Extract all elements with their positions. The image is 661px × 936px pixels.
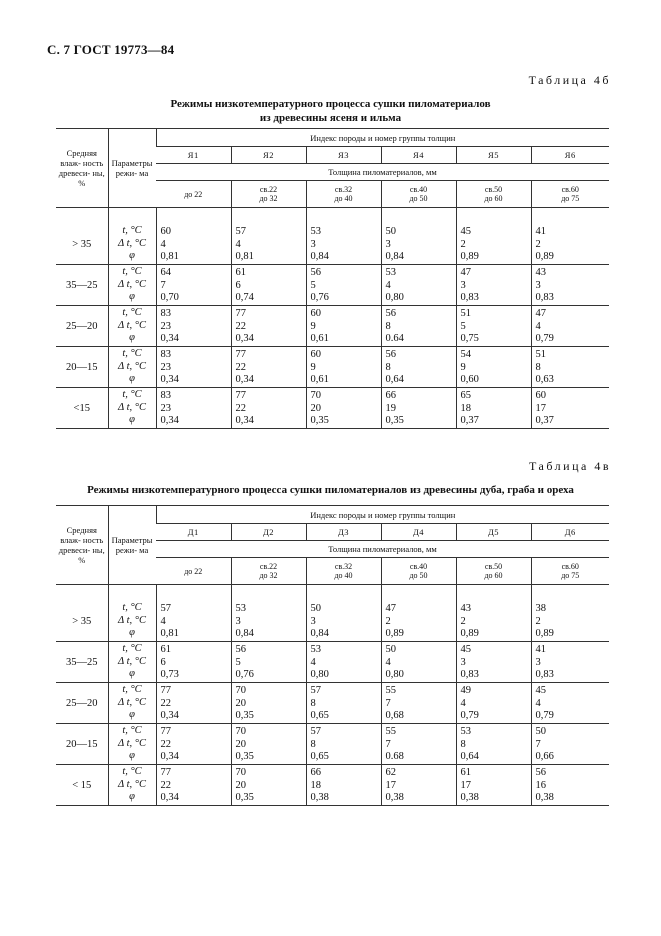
spacer-cell bbox=[381, 208, 456, 225]
value-cell: 49 4 0,79 bbox=[456, 683, 531, 724]
value-cell: 60 17 0,37 bbox=[531, 388, 609, 429]
thickness-range: св.60 до 75 bbox=[531, 181, 609, 208]
moisture-header: Средняя влаж- ность древеси- ны, % bbox=[56, 506, 108, 585]
species-header: Д5 bbox=[456, 524, 531, 541]
moisture-cell: 25—20 bbox=[56, 683, 108, 724]
spacer-cell bbox=[456, 585, 531, 602]
value-cell: 45 4 0,79 bbox=[531, 683, 609, 724]
value-cell: 61 6 0,73 bbox=[156, 642, 231, 683]
value-cell: 77 22 0,34 bbox=[156, 765, 231, 806]
moisture-cell: 35—25 bbox=[56, 265, 108, 306]
table-title-4v bbox=[40, 483, 621, 497]
moisture-header: Средняя влаж- ность древеси- ны, % bbox=[56, 129, 108, 208]
value-cell: 53 3 0,84 bbox=[231, 601, 306, 642]
spacer-cell bbox=[531, 585, 609, 602]
params-cell: t, °C Δ t, °C φ bbox=[108, 642, 156, 683]
value-cell: 57 4 0,81 bbox=[231, 224, 306, 265]
thickness-range: св.50 до 60 bbox=[456, 558, 531, 585]
thickness-range: св.60 до 75 bbox=[531, 558, 609, 585]
value-cell: 38 2 0,89 bbox=[531, 601, 609, 642]
species-header: Я5 bbox=[456, 147, 531, 164]
moisture-cell: 35—25 bbox=[56, 642, 108, 683]
thickness-header: Толщина пиломатериалов, мм bbox=[156, 541, 609, 558]
spacer-cell bbox=[56, 208, 108, 225]
moisture-cell: 20—15 bbox=[56, 347, 108, 388]
params-header: Параметры режи- ма bbox=[108, 506, 156, 585]
drying-table-4v bbox=[56, 505, 609, 806]
thickness-range: до 22 bbox=[156, 181, 231, 208]
value-cell: 60 9 0,61 bbox=[306, 347, 381, 388]
value-cell: 47 4 0,79 bbox=[531, 306, 609, 347]
table-label-4b: Таблица 4б bbox=[528, 73, 611, 87]
value-cell: 56 5 0,76 bbox=[306, 265, 381, 306]
value-cell: 55 7 0.68 bbox=[381, 724, 456, 765]
value-cell: 53 3 0,84 bbox=[306, 224, 381, 265]
spacer-cell bbox=[381, 585, 456, 602]
value-cell: 56 5 0,76 bbox=[231, 642, 306, 683]
thickness-range: до 22 bbox=[156, 558, 231, 585]
value-cell: 50 3 0,84 bbox=[306, 601, 381, 642]
table-title-line2: из древесины ясеня и ильма bbox=[259, 112, 402, 124]
params-cell: t, °C Δ t, °C φ bbox=[108, 347, 156, 388]
spacer-cell bbox=[156, 585, 231, 602]
table-row bbox=[56, 724, 609, 765]
spacer-cell bbox=[108, 208, 156, 225]
value-cell: 45 2 0,89 bbox=[456, 224, 531, 265]
table-row bbox=[56, 224, 609, 265]
species-header: Я3 bbox=[306, 147, 381, 164]
value-cell: 56 16 0,38 bbox=[531, 765, 609, 806]
value-cell: 57 8 0,65 bbox=[306, 683, 381, 724]
params-cell: t, °C Δ t, °C φ bbox=[108, 724, 156, 765]
thickness-range: св.32 до 40 bbox=[306, 181, 381, 208]
spacer-cell bbox=[231, 585, 306, 602]
table-title-4b bbox=[40, 97, 621, 125]
index-header: Индекс породы и номер группы толщин bbox=[156, 129, 609, 147]
value-cell: 50 3 0,84 bbox=[381, 224, 456, 265]
spacer-cell bbox=[306, 208, 381, 225]
moisture-cell: > 35 bbox=[56, 224, 108, 265]
value-cell: 56 8 0.64 bbox=[381, 306, 456, 347]
value-cell: 83 23 0,34 bbox=[156, 388, 231, 429]
value-cell: 53 8 0,64 bbox=[456, 724, 531, 765]
params-cell: t, °C Δ t, °C φ bbox=[108, 601, 156, 642]
page-header: С. 7 ГОСТ 19773—84 bbox=[47, 42, 175, 57]
value-cell: 57 4 0,81 bbox=[156, 601, 231, 642]
table-row bbox=[56, 306, 609, 347]
value-cell: 66 19 0,35 bbox=[381, 388, 456, 429]
moisture-cell: 20—15 bbox=[56, 724, 108, 765]
spacer-cell bbox=[531, 208, 609, 225]
species-header: Д4 bbox=[381, 524, 456, 541]
value-cell: 70 20 0,35 bbox=[231, 683, 306, 724]
species-header: Я2 bbox=[231, 147, 306, 164]
value-cell: 41 2 0,89 bbox=[531, 224, 609, 265]
value-cell: 60 9 0,61 bbox=[306, 306, 381, 347]
value-cell: 61 17 0,38 bbox=[456, 765, 531, 806]
table-row bbox=[56, 388, 609, 429]
thickness-range: св.22 до 32 bbox=[231, 558, 306, 585]
value-cell: 43 3 0,83 bbox=[531, 265, 609, 306]
params-cell: t, °C Δ t, °C φ bbox=[108, 265, 156, 306]
value-cell: 70 20 0,35 bbox=[231, 765, 306, 806]
value-cell: 60 4 0,81 bbox=[156, 224, 231, 265]
params-cell: t, °C Δ t, °C φ bbox=[108, 224, 156, 265]
table-title-line1: Режимы низкотемпературного процесса сушки пиломатериалов из древесины дуба, граба и ореха bbox=[87, 484, 574, 496]
value-cell: 57 8 0,65 bbox=[306, 724, 381, 765]
params-header: Параметры режи- ма bbox=[108, 129, 156, 208]
value-cell: 83 23 0,34 bbox=[156, 306, 231, 347]
value-cell: 64 7 0,70 bbox=[156, 265, 231, 306]
value-cell: 77 22 0,34 bbox=[156, 683, 231, 724]
value-cell: 77 22 0,34 bbox=[231, 306, 306, 347]
value-cell: 70 20 0,35 bbox=[231, 724, 306, 765]
table-row bbox=[56, 765, 609, 806]
index-header: Индекс породы и номер группы толщин bbox=[156, 506, 609, 524]
value-cell: 53 4 0,80 bbox=[306, 642, 381, 683]
moisture-cell: > 35 bbox=[56, 601, 108, 642]
spacer-cell bbox=[108, 585, 156, 602]
spacer-cell bbox=[456, 208, 531, 225]
value-cell: 66 18 0,38 bbox=[306, 765, 381, 806]
value-cell: 65 18 0,37 bbox=[456, 388, 531, 429]
species-header: Д6 bbox=[531, 524, 609, 541]
thickness-range: св.32 до 40 bbox=[306, 558, 381, 585]
thickness-range: св.50 до 60 bbox=[456, 181, 531, 208]
thickness-range: св.22 до 32 bbox=[231, 181, 306, 208]
species-header: Д2 bbox=[231, 524, 306, 541]
value-cell: 43 2 0,89 bbox=[456, 601, 531, 642]
params-cell: t, °C Δ t, °C φ bbox=[108, 388, 156, 429]
value-cell: 55 7 0,68 bbox=[381, 683, 456, 724]
value-cell: 50 7 0,66 bbox=[531, 724, 609, 765]
value-cell: 50 4 0,80 bbox=[381, 642, 456, 683]
species-header: Д3 bbox=[306, 524, 381, 541]
params-cell: t, °C Δ t, °C φ bbox=[108, 765, 156, 806]
moisture-cell: < 15 bbox=[56, 765, 108, 806]
value-cell: 51 8 0,63 bbox=[531, 347, 609, 388]
table-row bbox=[56, 601, 609, 642]
spacer-cell bbox=[56, 585, 108, 602]
value-cell: 61 6 0,74 bbox=[231, 265, 306, 306]
spacer-cell bbox=[156, 208, 231, 225]
params-cell: t, °C Δ t, °C φ bbox=[108, 306, 156, 347]
table-row bbox=[56, 642, 609, 683]
value-cell: 77 22 0,34 bbox=[231, 347, 306, 388]
table-row bbox=[56, 265, 609, 306]
value-cell: 56 8 0,64 bbox=[381, 347, 456, 388]
species-header: Я1 bbox=[156, 147, 231, 164]
value-cell: 70 20 0,35 bbox=[306, 388, 381, 429]
table-label-4v: Таблица 4в bbox=[529, 459, 611, 473]
moisture-cell: 25—20 bbox=[56, 306, 108, 347]
spacer-cell bbox=[231, 208, 306, 225]
table-row bbox=[56, 347, 609, 388]
value-cell: 83 23 0,34 bbox=[156, 347, 231, 388]
species-header: Я6 bbox=[531, 147, 609, 164]
value-cell: 77 22 0,34 bbox=[231, 388, 306, 429]
params-cell: t, °C Δ t, °C φ bbox=[108, 683, 156, 724]
table-row bbox=[56, 683, 609, 724]
value-cell: 45 3 0,83 bbox=[456, 642, 531, 683]
thickness-header: Толщина пиломатериалов, мм bbox=[156, 164, 609, 181]
value-cell: 54 9 0,60 bbox=[456, 347, 531, 388]
species-header: Д1 bbox=[156, 524, 231, 541]
moisture-cell: <15 bbox=[56, 388, 108, 429]
value-cell: 41 3 0,83 bbox=[531, 642, 609, 683]
value-cell: 62 17 0,38 bbox=[381, 765, 456, 806]
value-cell: 77 22 0,34 bbox=[156, 724, 231, 765]
value-cell: 47 3 0,83 bbox=[456, 265, 531, 306]
spacer-cell bbox=[306, 585, 381, 602]
value-cell: 47 2 0,89 bbox=[381, 601, 456, 642]
drying-table-4b bbox=[56, 128, 609, 429]
species-header: Я4 bbox=[381, 147, 456, 164]
thickness-range: св.40 до 50 bbox=[381, 558, 456, 585]
table-title-line1: Режимы низкотемпературного процесса сушки пиломатериалов bbox=[170, 98, 491, 110]
thickness-range: св.40 до 50 bbox=[381, 181, 456, 208]
value-cell: 53 4 0,80 bbox=[381, 265, 456, 306]
value-cell: 51 5 0,75 bbox=[456, 306, 531, 347]
